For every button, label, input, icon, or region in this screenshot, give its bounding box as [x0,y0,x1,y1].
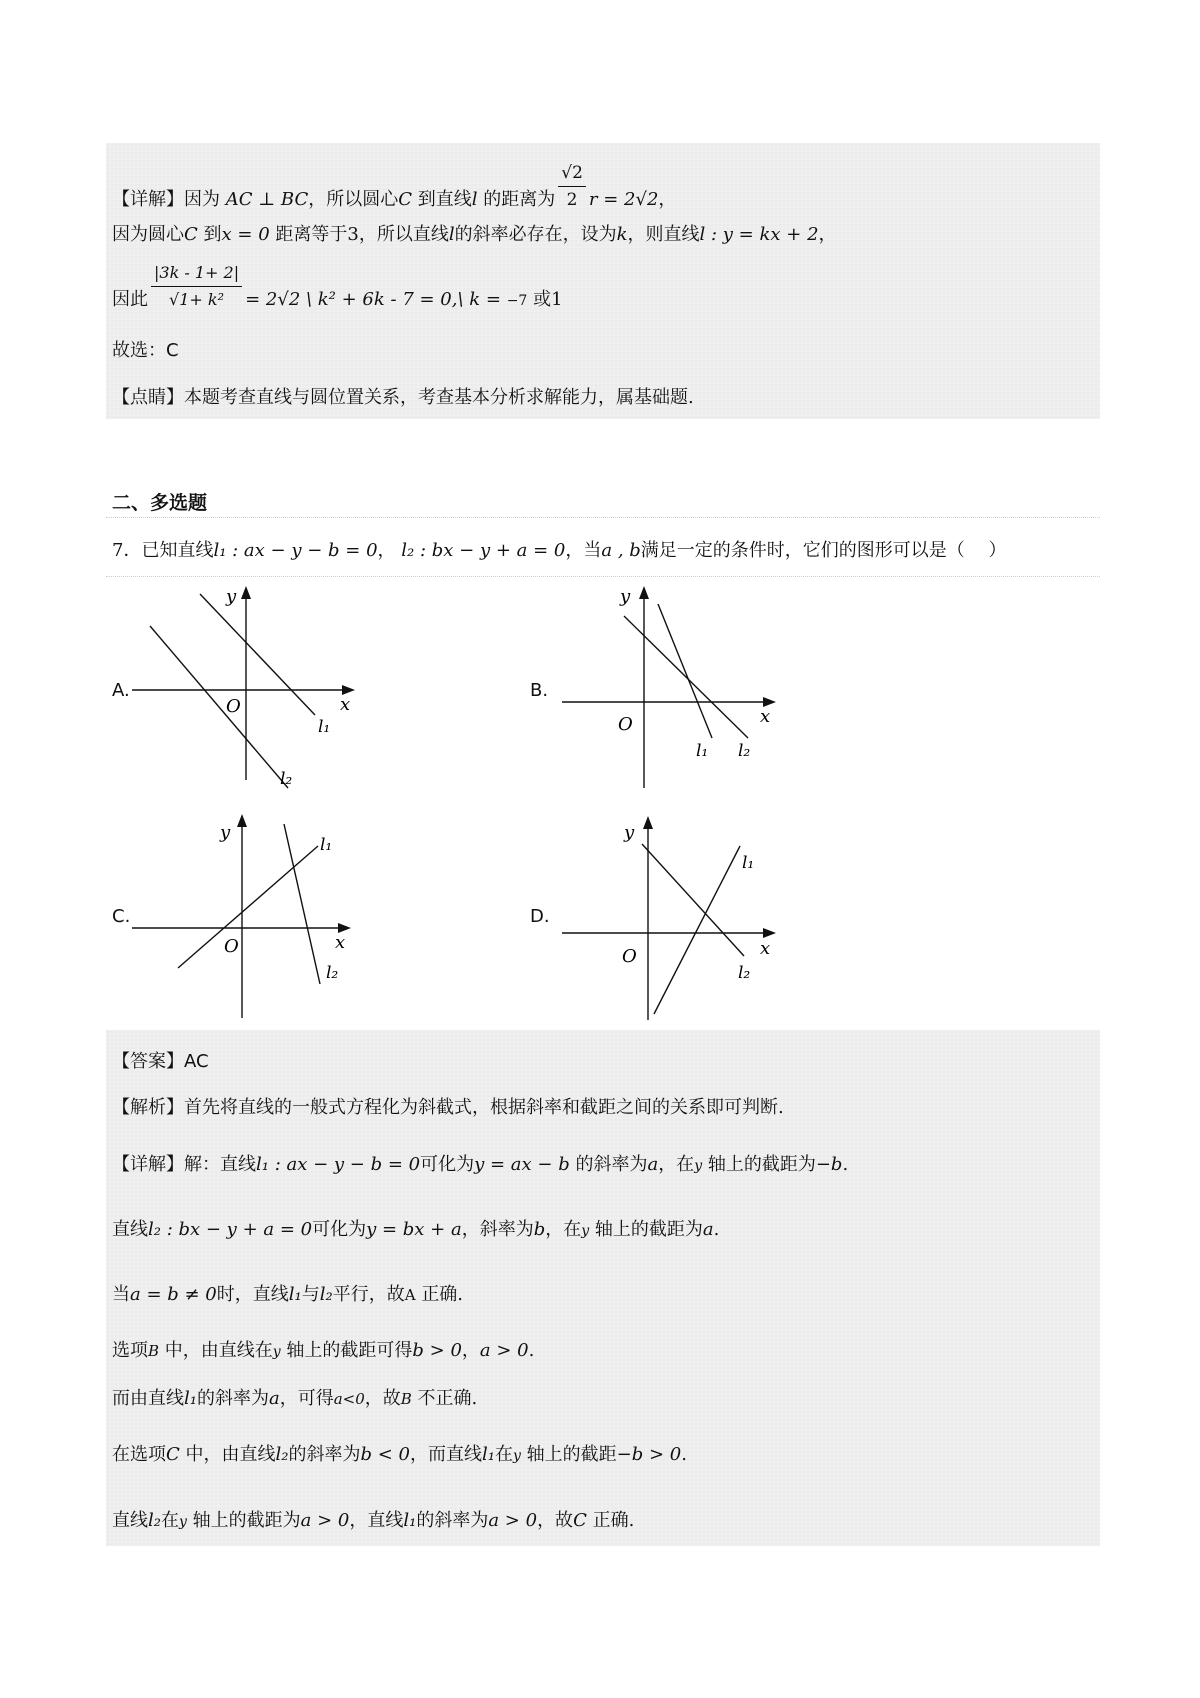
section-heading: 二、多选题 [112,492,208,514]
option-d-figure[interactable] [560,808,800,1028]
line-l2 [284,824,320,984]
detail-tag: 【详解】 [112,1154,184,1175]
option-a-graph [130,580,370,800]
y-label: y [624,822,635,843]
x-label: x [335,932,346,953]
detail-line-2: 因为圆心C 到x = 0 距离等于3，所以直线l的斜率必存在，设为k，则直线l : y = kx + 2， [112,224,837,245]
detail-2-line-5: 而由直线l₁的斜率为a，可得a<0，故B 不正确. [112,1388,478,1409]
detail-2-line-2: 直线l₂ : bx − y + a = 0可化为y = bx + a，斜率为b，在y 轴上的截距为a. [112,1219,720,1240]
detail-tag: 【详解】 [112,189,184,210]
x-axis-arrow-icon [763,928,776,938]
l1-label: l₁ [320,835,333,855]
y-label: y [220,822,231,843]
option-b-figure[interactable] [560,580,800,800]
fraction-sqrt2-over-2: $\frac{√2}{2}$ [558,160,586,213]
detail-2-line-6: 在选项C 中，由直线l₂的斜率为b < 0，而直线l₁在y 轴上的截距−b > 0. [112,1444,687,1465]
origin-label: O [224,936,239,957]
y-axis-arrow-icon [241,586,251,599]
answer-value: AC [184,1051,209,1072]
option-c-figure[interactable] [130,808,370,1028]
detail-line-3: 因此 $\frac{|3k - 1+ 2|}{\text{√1+ k²}}$ = 2√2 \ k² + 6k - 7 = 0,\ k = −7 或1 [112,260,563,313]
y-axis-arrow-icon [237,814,247,827]
option-d-graph [560,808,800,1028]
comment-line: 【点睛】本题考查直线与圆位置关系，考查基本分析求解能力，属基础题. [112,387,694,408]
l2-label: l₂ [326,963,339,983]
section-divider [106,517,1100,518]
x-label: x [340,694,351,715]
line-l1 [658,604,712,738]
y-label: y [620,586,631,607]
answer-tag: 【答案】 [112,1051,184,1072]
line-l1 [178,846,318,968]
option-a-figure[interactable] [130,580,370,800]
detail-2-line-7: 直线l₂在y 轴上的截距为a > 0，直线l₁的斜率为a > 0，故C 正确. [112,1510,635,1531]
option-b-graph [560,580,800,800]
option-b-label[interactable]: B. [530,680,549,701]
y-axis-arrow-icon [639,586,649,599]
l2-label: l₂ [280,769,293,789]
option-d-label[interactable]: D. [530,906,550,927]
x-label: x [760,706,771,727]
detail-2-line-3: 当a = b ≠ 0时，直线l₁与l₂平行，故A 正确. [112,1284,464,1305]
option-a-label[interactable]: A. [112,680,130,701]
comment-tag: 【点睛】 [112,387,184,408]
y-axis-arrow-icon [643,816,653,829]
l2-label: l₂ [738,963,751,983]
origin-label: O [618,714,633,735]
option-c-label[interactable]: C. [112,906,131,927]
x-label: x [760,938,771,959]
l1-label: l₁ [696,741,709,761]
line-l1 [200,594,315,715]
l1-label: l₁ [318,717,331,737]
line-l2 [624,616,748,738]
detail-2-line-4: 选项B 中，由直线在y 轴上的截距可得b > 0，a > 0. [112,1340,535,1361]
analysis-line: 【解析】首先将直线的一般式方程化为斜截式，根据斜率和截距之间的关系即可判断. [112,1097,784,1118]
fraction-distance: $\frac{|3k - 1+ 2|}{\text{√1+ k²}}$ [151,260,242,313]
question-divider [106,576,1100,577]
line-l2 [150,626,288,788]
y-label: y [226,586,237,607]
l1-label: l₁ [742,853,755,873]
answer-line [112,1047,209,1073]
detail-2-line-1: 【详解】解：直线l₁ : ax − y − b = 0可化为y = ax − b 的斜率为a，在y 轴上的截距为−b. [112,1154,849,1175]
origin-label: O [622,946,637,967]
choice-line: 故选：C [112,340,179,361]
question-7: 7．已知直线l₁ : ax − y − b = 0， l₂ : bx − y + a = 0，当a , b满足一定的条件时，它们的图形可以是（ ） [112,540,1007,561]
detail-line-1: 【详解】因为 AC ⊥ BC，所以圆心C 到直线l 的距离为 $\frac{√2}{2}$ r = 2√2， [112,160,676,213]
origin-label: O [226,696,241,717]
option-c-graph [130,808,370,1028]
analysis-tag: 【解析】 [112,1097,184,1118]
l2-label: l₂ [738,741,751,761]
